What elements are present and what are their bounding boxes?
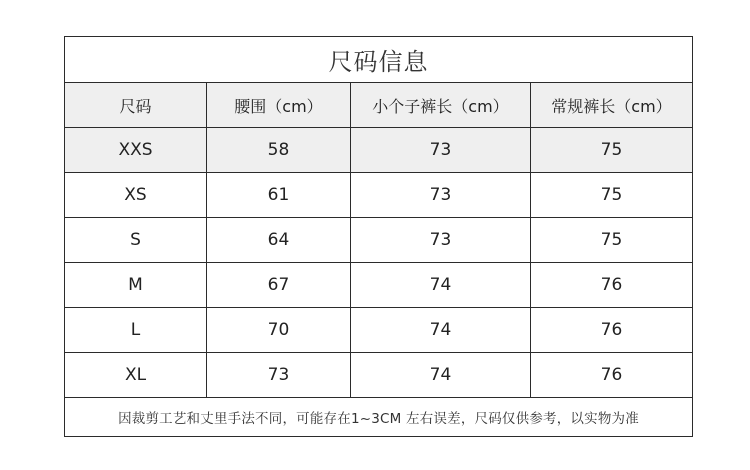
column-header-waist: 腰围（cm） [207,83,351,128]
table-row [65,128,693,173]
regular-length-cell: 76 [531,353,693,398]
size-cell: XL [65,353,207,398]
regular-length-cell: 75 [531,173,693,218]
waist-cell: 70 [207,308,351,353]
waist-cell: 67 [207,263,351,308]
table-row [65,353,693,398]
table-title: 尺码信息 [65,37,693,83]
regular-length-cell: 75 [531,128,693,173]
petite-length-cell: 73 [351,128,531,173]
waist-cell: 64 [207,218,351,263]
size-cell: L [65,308,207,353]
column-header-petite-length: 小个子裤长（cm） [351,83,531,128]
column-header-size: 尺码 [65,83,207,128]
size-info-table [64,36,693,437]
table-row [65,308,693,353]
petite-length-cell: 74 [351,308,531,353]
header-row [65,83,693,128]
regular-length-cell: 75 [531,218,693,263]
table-row [65,218,693,263]
size-cell: M [65,263,207,308]
waist-cell: 61 [207,173,351,218]
table-row [65,263,693,308]
note-row [65,398,693,437]
petite-length-cell: 73 [351,173,531,218]
table-row [65,173,693,218]
regular-length-cell: 76 [531,308,693,353]
measurement-note: 因裁剪工艺和丈里手法不同，可能存在1~3CM 左右误差，尺码仅供参考，以实物为准 [65,398,693,437]
regular-length-cell: 76 [531,263,693,308]
petite-length-cell: 73 [351,218,531,263]
waist-cell: 73 [207,353,351,398]
size-cell: S [65,218,207,263]
waist-cell: 58 [207,128,351,173]
column-header-regular-length: 常规裤长（cm） [531,83,693,128]
petite-length-cell: 74 [351,353,531,398]
size-cell: XS [65,173,207,218]
size-cell: XXS [65,128,207,173]
petite-length-cell: 74 [351,263,531,308]
title-row [65,37,693,83]
